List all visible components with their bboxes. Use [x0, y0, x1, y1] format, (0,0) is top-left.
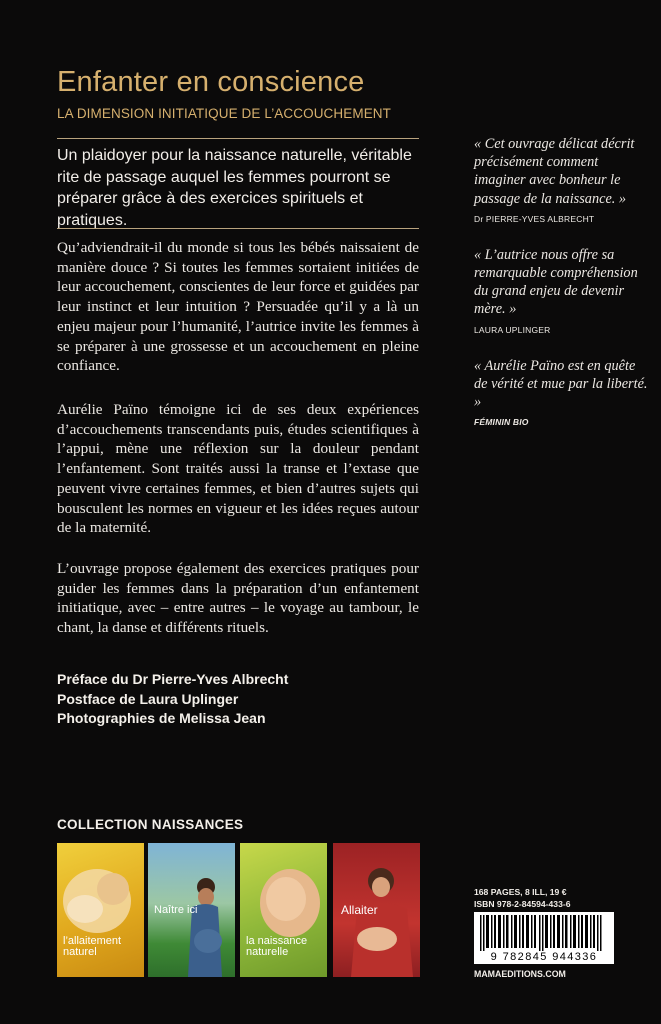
quote-text: « L’autrice nous offre sa remarquable compréhension du grand enjeu de devenir mère. »: [474, 246, 638, 318]
quote-text: « Aurélie Païno est en quête de vérité et mue par la liberté. »: [474, 357, 648, 411]
cover-naissance-naturelle[interactable]: [240, 843, 327, 977]
page-count: 168 PAGES, 8 ILL, 19 €: [474, 887, 567, 897]
body-paragraph-1: Qu’adviendrait-il du monde si tous les bébés naissaient de manière douce ? Si toutes les femmes sortaient initiées de leur accouchement, conscientes de leur force et guidées par leur instinct et leur intuition ? Persuadée qu’il y a là un enjeu majeur pour l’humanité, l’autrice invite les femmes à se préparer à une grossesse et un accouchement en pleine confiance.: [57, 239, 419, 375]
lead-paragraph: Un plaidoyer pour la naissance naturelle, véritable rite de passage auquel les femmes pourront se préparer grâce à des exercices spirituels et pratiques.: [57, 147, 412, 229]
quote-author: Dr PIERRE-YVES ALBRECHT: [474, 213, 595, 224]
credit-postface: Postface de Laura Uplinger: [57, 690, 239, 707]
divider-top: [57, 138, 419, 139]
divider-lead: [57, 228, 419, 229]
credit-photos: Photographies de Melissa Jean: [57, 710, 266, 726]
book-subtitle: LA DIMENSION INITIATIQUE DE L’ACCOUCHEMENT: [57, 106, 391, 121]
credits: [57, 670, 288, 729]
cover-title: l’allaitement naturel: [63, 935, 122, 958]
body-paragraph-3: L’ouvrage propose également des exercices pratiques pour guider les femmes dans la préparation d’un enfantement initiatique, avec – entre autres – le voyage au tambour, le chant, la danse et différents rituels.: [57, 560, 419, 637]
isbn: ISBN 978-2-84594-433-6: [474, 899, 571, 909]
collection-label: COLLECTION NAISSANCES: [57, 817, 244, 832]
book-title: Enfanter en conscience: [57, 66, 365, 98]
quote-text: « Cet ouvrage délicat décrit précisément comment imaginer avec bonheur le passage de la naissance. »: [474, 136, 635, 207]
website[interactable]: MAMAEDITIONS.COM: [474, 969, 566, 979]
quote-author: FÉMININ BIO: [474, 417, 529, 428]
body-paragraph-2: Aurélie Païno témoigne ici de ses deux expériences d’accouchements transcendants puis, études scientifiques à l’appui, mène une réflexion sur la douleur pendant l’enfantement. Sont traités aussi la transe et l’extase que peuvent vivre certaines femmes, et bien d’autres sujets qui bousculent les normes en vigueur et les idées reçues autour de la maternité.: [57, 401, 419, 537]
quote-author: LAURA UPLINGER: [474, 324, 551, 335]
cover-allaiter[interactable]: [333, 843, 420, 977]
cover-title: Naître ici: [154, 904, 198, 916]
cover-title: Allaiter: [341, 903, 378, 917]
barcode: [474, 912, 614, 964]
credit-preface: Préface du Dr Pierre-Yves Albrecht: [57, 671, 289, 687]
book-meta: [474, 886, 571, 910]
cover-allaitement-naturel[interactable]: [57, 843, 144, 977]
cover-naitre-ici[interactable]: [148, 843, 235, 977]
barcode-bars: [480, 915, 608, 951]
barcode-number: 9 782845 944336: [490, 951, 598, 963]
cover-title: la naissance naturelle: [246, 935, 308, 958]
press-quotes: [474, 135, 649, 449]
